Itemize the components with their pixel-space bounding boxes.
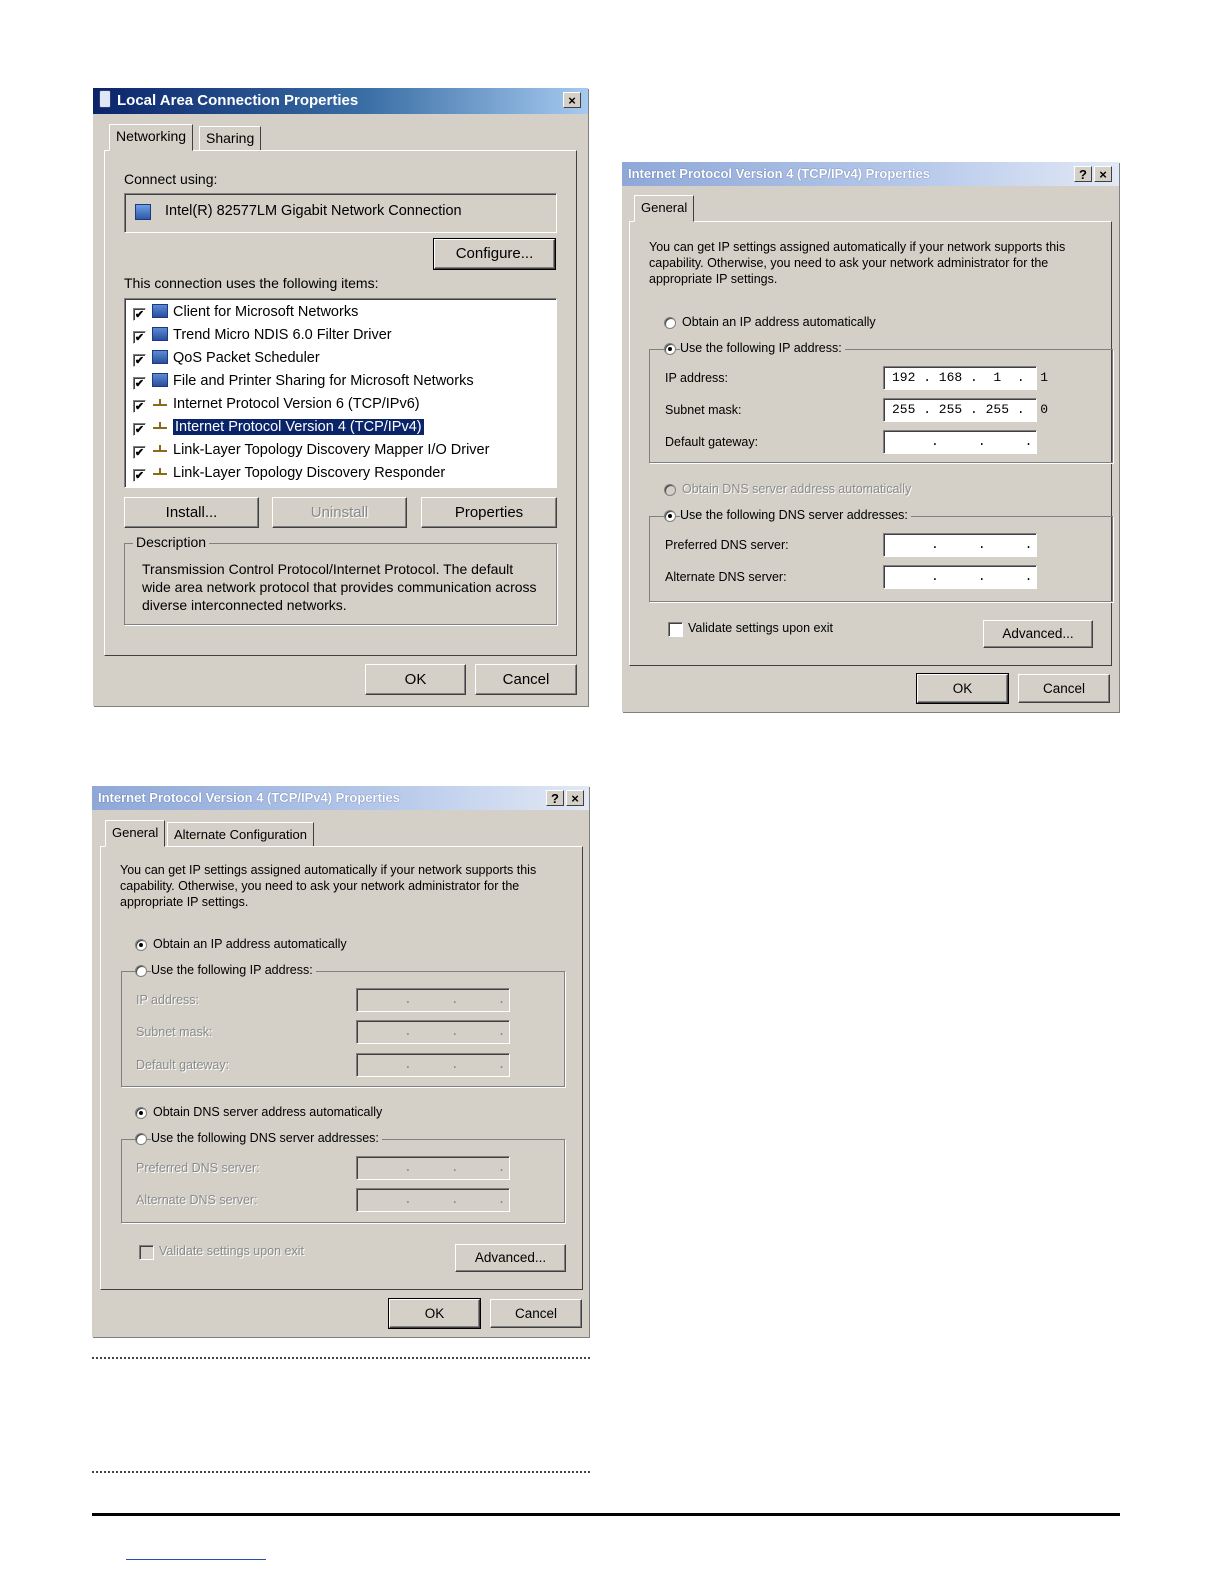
description-group bbox=[124, 534, 557, 625]
lac-tab-panel bbox=[104, 150, 577, 656]
dns-group bbox=[649, 516, 1113, 602]
preferred-dns-label: Preferred DNS server: bbox=[136, 1161, 260, 1175]
ok-button[interactable]: OK bbox=[917, 674, 1008, 703]
items-label: This connection uses the following items: bbox=[124, 275, 379, 291]
list-item[interactable]: ✔ Link-Layer Topology Discovery Mapper I/O Driver bbox=[134, 442, 490, 459]
tab-sharing[interactable]: Sharing bbox=[199, 126, 261, 151]
use-dns-label: Use the following DNS server addresses: bbox=[151, 1131, 382, 1145]
obtain-ip-label: Obtain an IP address automatically bbox=[682, 315, 876, 329]
use-dns-radio[interactable] bbox=[664, 510, 676, 522]
tab-general[interactable]: General bbox=[634, 195, 694, 222]
preferred-dns-field[interactable]: . . . bbox=[356, 1156, 510, 1180]
alternate-dns-field[interactable]: . . . bbox=[356, 1188, 510, 1212]
obtain-ip-radio[interactable] bbox=[664, 317, 676, 329]
alternate-dns-label: Alternate DNS server: bbox=[136, 1193, 258, 1207]
checkbox[interactable]: ✔ bbox=[134, 447, 145, 459]
protocol-icon bbox=[152, 396, 168, 410]
dotted-rule-bottom bbox=[92, 1471, 590, 1473]
help-icon[interactable]: ? bbox=[1074, 166, 1092, 182]
checkbox[interactable]: ✔ bbox=[134, 309, 145, 321]
page-rule bbox=[92, 1513, 1120, 1516]
subnet-mask-label: Subnet mask: bbox=[136, 1025, 213, 1039]
ip-address-field[interactable]: 192 . 168 . 1 . 1 bbox=[883, 366, 1037, 390]
properties-button[interactable]: Properties bbox=[421, 497, 557, 528]
network-adapter-icon bbox=[99, 90, 111, 108]
ipv4-static-panel bbox=[629, 221, 1112, 666]
ip-address-label: IP address: bbox=[665, 371, 729, 385]
gateway-field[interactable]: . . . bbox=[883, 430, 1037, 454]
list-item[interactable]: ✔ QoS Packet Scheduler bbox=[134, 350, 320, 367]
ipv4-auto-panel bbox=[100, 846, 583, 1290]
cancel-button[interactable]: Cancel bbox=[490, 1299, 582, 1328]
intro-text: You can get IP settings assigned automatically if your network supports this capability. Otherwise, you need to ask your network administrator for the appropriate IP settings. bbox=[120, 863, 537, 909]
list-item[interactable]: ✔ Client for Microsoft Networks bbox=[134, 304, 359, 321]
protocol-icon bbox=[152, 419, 168, 433]
protocol-icon bbox=[152, 442, 168, 456]
connect-using-label: Connect using: bbox=[124, 171, 218, 187]
gateway-field[interactable]: . . . bbox=[356, 1053, 510, 1077]
tab-networking[interactable]: Networking bbox=[109, 124, 193, 151]
scheduler-icon bbox=[152, 350, 168, 364]
obtain-dns-label: Obtain DNS server address automatically bbox=[153, 1105, 383, 1119]
cancel-button[interactable]: Cancel bbox=[475, 664, 577, 695]
checkbox[interactable]: ✔ bbox=[134, 378, 145, 390]
driver-icon bbox=[152, 327, 168, 341]
ipv4-static-titlebar: Internet Protocol Version 4 (TCP/IPv4) Properties bbox=[622, 162, 1119, 186]
ipv4-auto-titlebar: Internet Protocol Version 4 (TCP/IPv4) Properties bbox=[92, 786, 589, 810]
list-item[interactable]: ✔ Trend Micro NDIS 6.0 Filter Driver bbox=[134, 327, 392, 344]
checkbox[interactable]: ✔ bbox=[134, 401, 145, 413]
obtain-dns-radio[interactable] bbox=[135, 1107, 147, 1119]
list-item[interactable]: ✔ Link-Layer Topology Discovery Responder bbox=[134, 465, 446, 482]
preferred-dns-label: Preferred DNS server: bbox=[665, 538, 789, 552]
use-dns-radio[interactable] bbox=[135, 1133, 147, 1145]
validate-label: Validate settings upon exit bbox=[159, 1244, 305, 1258]
items-list[interactable] bbox=[124, 298, 557, 488]
sharing-icon bbox=[152, 373, 168, 387]
use-ip-radio[interactable] bbox=[135, 965, 147, 977]
subnet-mask-label: Subnet mask: bbox=[665, 403, 742, 417]
validate-label: Validate settings upon exit bbox=[688, 621, 834, 635]
validate-checkbox[interactable] bbox=[139, 1245, 154, 1260]
list-item-selected[interactable]: ✔ Internet Protocol Version 4 (TCP/IPv4) bbox=[134, 419, 422, 436]
alternate-dns-label: Alternate DNS server: bbox=[665, 570, 787, 584]
network-client-icon bbox=[152, 304, 168, 318]
checkbox[interactable]: ✔ bbox=[134, 332, 145, 344]
description-legend: Description bbox=[133, 534, 209, 550]
description-text: Transmission Control Protocol/Internet Protocol. The default wide area network protocol that provides communication across diverse interconnected networks. bbox=[142, 561, 537, 613]
list-item[interactable]: ✔ Internet Protocol Version 6 (TCP/IPv6) bbox=[134, 396, 420, 413]
lac-dialog bbox=[93, 88, 588, 706]
obtain-ip-label: Obtain an IP address automatically bbox=[153, 937, 347, 951]
cancel-button[interactable]: Cancel bbox=[1018, 674, 1110, 703]
lac-titlebar bbox=[93, 88, 588, 114]
ok-button[interactable]: OK bbox=[389, 1299, 480, 1328]
close-icon[interactable]: × bbox=[1094, 166, 1112, 182]
footer-underline bbox=[126, 1559, 266, 1560]
close-icon[interactable]: × bbox=[563, 92, 581, 108]
protocol-icon bbox=[152, 465, 168, 479]
ip-address-label: IP address: bbox=[136, 993, 200, 1007]
ip-address-field[interactable]: . . . bbox=[356, 988, 510, 1012]
obtain-dns-radio[interactable] bbox=[664, 484, 676, 496]
ipv4-static-dialog bbox=[622, 162, 1119, 712]
uninstall-button[interactable]: Uninstall bbox=[272, 497, 407, 528]
gateway-label: Default gateway: bbox=[665, 435, 759, 449]
dotted-rule-top bbox=[92, 1357, 590, 1359]
install-button[interactable]: Install... bbox=[124, 497, 259, 528]
adapter-icon bbox=[135, 204, 151, 220]
alternate-dns-field[interactable]: . . . bbox=[883, 565, 1037, 589]
subnet-mask-field[interactable]: . . . bbox=[356, 1020, 510, 1044]
ok-button[interactable]: OK bbox=[365, 664, 466, 695]
adapter-name: Intel(R) 82577LM Gigabit Network Connection bbox=[165, 203, 462, 219]
intro-text: You can get IP settings assigned automatically if your network supports this capability. Otherwise, you need to ask your network administrator for the appropriate IP settings. bbox=[649, 240, 1066, 286]
obtain-ip-radio[interactable] bbox=[135, 939, 147, 951]
use-ip-label: Use the following IP address: bbox=[680, 341, 845, 355]
preferred-dns-field[interactable]: . . . bbox=[883, 533, 1037, 557]
use-ip-label: Use the following IP address: bbox=[151, 963, 316, 977]
checkbox[interactable]: ✔ bbox=[134, 470, 145, 482]
adapter-box bbox=[124, 193, 557, 233]
tab-general[interactable]: General bbox=[105, 820, 165, 847]
use-ip-radio[interactable] bbox=[664, 343, 676, 355]
advanced-button[interactable]: Advanced... bbox=[455, 1244, 566, 1272]
tab-alternate-configuration[interactable]: Alternate Configuration bbox=[167, 822, 314, 847]
gateway-label: Default gateway: bbox=[136, 1058, 230, 1072]
lac-title: Local Area Connection Properties bbox=[117, 92, 359, 109]
advanced-button[interactable]: Advanced... bbox=[983, 620, 1093, 648]
checkbox[interactable]: ✔ bbox=[134, 355, 145, 367]
close-icon[interactable]: × bbox=[566, 790, 584, 806]
ipv4-auto-dialog bbox=[92, 786, 589, 1337]
list-item[interactable]: ✔ File and Printer Sharing for Microsoft Networks bbox=[134, 373, 474, 390]
help-icon[interactable]: ? bbox=[546, 790, 564, 806]
validate-checkbox[interactable] bbox=[668, 622, 683, 637]
checkbox[interactable]: ✔ bbox=[134, 424, 145, 436]
obtain-dns-label: Obtain DNS server address automatically bbox=[682, 482, 912, 496]
subnet-mask-field[interactable]: 255 . 255 . 255 . 0 bbox=[883, 398, 1037, 422]
use-dns-label: Use the following DNS server addresses: bbox=[680, 508, 911, 522]
configure-button[interactable]: Configure... bbox=[434, 239, 555, 269]
